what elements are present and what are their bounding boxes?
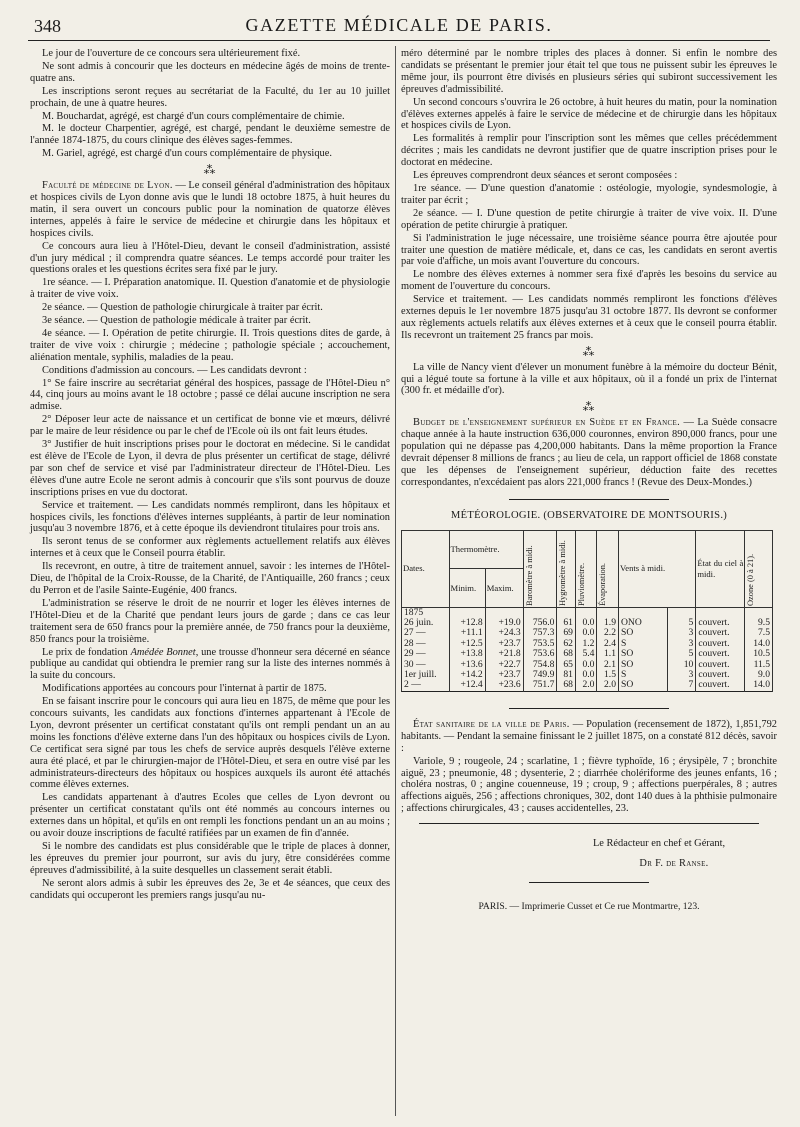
year-label: 1875 <box>402 607 450 618</box>
cell-vent_force: 3 <box>668 628 696 638</box>
cell-max: +19.0 <box>485 618 523 628</box>
paragraph: Le nombre des élèves externes à nommer sera fixé d'après les besoins du service au moment de l'ouverture du concours. <box>401 269 777 293</box>
col-header-pluviometre: Pluviomètre. <box>576 562 586 606</box>
cell-vent_dir: ONO <box>619 618 668 628</box>
cell-baro: 754.8 <box>523 660 557 670</box>
signature-line: Le Rédacteur en chef et Gérant, <box>592 838 726 850</box>
cell-min: +11.1 <box>449 628 485 638</box>
page-number: 348 <box>34 16 61 36</box>
cell-baro: 749.9 <box>523 670 557 680</box>
cell-date: 2 — <box>402 680 450 691</box>
cell-vent_force: 10 <box>668 660 696 670</box>
cell-etat: couvert. <box>696 680 745 691</box>
page-header <box>28 14 770 41</box>
paragraph: Ils seront tenus de se conformer aux règlements actuellement relatifs aux élèves internes et à ceux que le Conseil pourra établir. <box>30 536 390 560</box>
col-header-dates: Dates. <box>402 530 450 607</box>
cell-min: +13.8 <box>449 649 485 659</box>
paragraph: En se faisant inscrire pour le concours qui aura lieu en 1875, de même que pour les concours suivants, les candidats aux fonctions d'internes appartenant à l'Ecole de Lyon, devront présenter un certificat constatant qu'ils ont rempli pendant un an au moins les fonctions d'élève externe dans l'un des hôpitaux ou hospices civils de Lyon. Ce certificat sera signé par tous les chefs de service auprès desquels l'élève externe aura été placé, et par le chirurgien-major de l'Hôtel-Dieu, et sera en outre visé par les administrateurs-directeurs des hôpitaux ou hospices auxquels ils auront été attachés comme élèves externes. <box>30 696 390 791</box>
cell-date: 29 — <box>402 649 450 659</box>
cell-baro: 753.5 <box>523 639 557 649</box>
cell-vent_force: 5 <box>668 649 696 659</box>
printer-imprint: PARIS. — Imprimerie Cusset et Ce rue Montmartre, 123. <box>478 900 700 912</box>
col-header-maxim: Maxim. <box>485 569 523 608</box>
paragraph: Les candidats appartenant à d'autres Ecoles que celles de Lyon devront ou présenter un certificat constatant qu'ils ont été nommés au concours internes ou externes dans un hôpital, et qu'ils en ont rempli les fonctions pendant un an au moins ; ou avoir douze inscriptions de faculté ratifiées par un examen de fin d'année. <box>30 792 390 840</box>
paragraph: La ville de Nancy vient d'élever un monument funèbre à la mémoire du docteur Bénit, qui a légué toute sa fortune à la ville et aux hôpitaux, où il a fondé un prix de l'internat (300 fr. et médaille d'or). <box>401 361 777 397</box>
col-header-thermometre: Thermomètre. <box>449 530 523 569</box>
paragraph-prize <box>30 647 390 683</box>
cell-vent_dir: S <box>619 639 668 649</box>
col-header-barometre: Baromètre à midi. <box>524 544 534 606</box>
paragraph: Service et traitement. — Les candidats nommés rempliront, dans les hôpitaux et hospices civils, les fonctions d'élèves internes suppléants, à partir de leur nomination jusqu'au 3 novembre 1876, et à cette époque ils deviendront titulaires pour trois ans. <box>30 499 390 535</box>
cell-ozone: 11.5 <box>745 660 773 670</box>
horizontal-rule <box>529 882 649 883</box>
cell-ozone: 14.0 <box>745 680 773 691</box>
cell-hygro: 61 <box>557 618 575 628</box>
paragraph: 3° Justifier de huit inscriptions prises pour le doctorat en médecine. Si le candidat est élève de l'Ecole de Lyon, il devra de plus présenter un certificat de stage, délivré par son chef de service et visé par l'administrateur directeur de l'Hôtel-Dieu. Les élèves d'une autre Ecole ne seront admis à concourir que s'ils sont pourvus de douze inscriptions prises en vue du doctorat. <box>30 439 390 498</box>
paragraph-text: — La Suède consacre chaque année à la haute instruction 636,000 couronnes, environ 890,000 francs, pour une population qui ne dépasse pas 4,200,000 habitants. Dans la même proportion la France devrait dépenser 8 millions de francs ; au lieu de cela, un rapport officiel de 1868 constate que les dépenses de l'enseignement supérieur, déduction faite des recettes correspondantes, n'excédaient pas alors 221,000 francs ! (Revue des Deux-Mondes.) <box>401 417 777 488</box>
col-header-minim: Minim. <box>449 569 485 608</box>
cell-ozone: 7.5 <box>745 628 773 638</box>
paragraph: 3e séance. — Question de pathologie médicale à traiter par écrit. <box>42 315 311 327</box>
cell-pluvio: 0.0 <box>575 628 597 638</box>
paragraph: 1re séance. — I. Préparation anatomique. II. Question d'anatomie et de physiologie à traiter de vive voix. <box>30 277 390 301</box>
left-column <box>30 48 390 903</box>
paragraph: 1° Se faire inscrire au secrétariat général des hospices, passage de l'Hôtel-Dieu n° 44, cinq jours au moins avant le 18 octobre ; passé ce délai aucune inscription ne sera admise. <box>30 377 390 413</box>
cell-max: +23.7 <box>485 670 523 680</box>
cell-hygro: 69 <box>557 628 575 638</box>
paragraph-budget <box>401 417 777 488</box>
horizontal-rule <box>509 708 669 709</box>
paragraph: Le jour de l'ouverture de ce concours sera ultérieurement fixé. <box>42 48 301 59</box>
paragraph: Variole, 9 ; rougeole, 24 ; scarlatine, 1 ; fièvre typhoïde, 16 ; érysipèle, 7 ; bronchite aiguë, 23 ; pneumonie, 48 ; dysenterie, 2 ; diarrhée cholériforme des jeunes enfants, 16 ; choléra nostras, 0 ; angine couenneuse, 19 ; croup, 9 ; affections puerpérales, 8 ; autres affections aiguës, 256 ; affections chroniques, 302, dont 140 dues à la phthisie pulmonaire ; affections chirurgicales, 43 ; causes accidentelles, 23. <box>401 755 777 815</box>
col-header-vents: Vents à midi. <box>619 530 696 607</box>
paragraph: Les inscriptions seront reçues au secrétariat de la Faculté, du 1er au 10 juillet prochain, de une à quatre heures. <box>30 85 390 109</box>
journal-title: GAZETTE MÉDICALE DE PARIS. <box>245 15 553 35</box>
cell-pluvio: 0.0 <box>575 618 597 628</box>
cell-vent_dir: SO <box>619 660 668 670</box>
col-header-hygrometre: Hygromètre à midi. <box>558 539 568 606</box>
cell-vent_dir: SO <box>619 649 668 659</box>
paragraph: 2e séance. — I. D'une question de petite chirurgie à traiter de vive voix. II. D'une opération de petite chirurgie à pratiquer. <box>401 207 777 231</box>
cell-etat: couvert. <box>696 628 745 638</box>
paragraph: 1re séance. — D'une question d'anatomie : ostéologie, myologie, syndesmologie, à traiter par écrit ; <box>401 182 777 206</box>
meteorology-title: MÉTÉOROLOGIE. (OBSERVATOIRE DE MONTSOURIS.) <box>450 509 728 521</box>
paragraph: M. le docteur Charpentier, agrégé, est chargé, pendant le deuxième semestre de l'année 1874-1875, du cours clinique des élèves sages-femmes. <box>30 123 390 147</box>
cell-vent_dir: S <box>619 670 668 680</box>
paragraph: M. Bouchardat, agrégé, est chargé d'un cours complémentaire de chimie. <box>42 110 345 122</box>
cell-baro: 756.0 <box>523 618 557 628</box>
section-heading: Budget de l'enseignement supérieur en Suède et en France. <box>413 417 680 429</box>
section-separator-stars: ⁂ <box>582 344 596 359</box>
editor-name: Dr F. de Ranse. <box>639 858 709 870</box>
cell-ozone: 14.0 <box>745 639 773 649</box>
col-header-etat: État du ciel à midi. <box>696 530 745 607</box>
section-separator-stars: ⁂ <box>582 400 596 415</box>
paragraph: Les formalités à remplir pour l'inscription sont les mêmes que celles précédemment décrites ; mais les candidats ne devront justifier que de quatre inscription prises pour le doctorat en médecine. <box>401 133 777 169</box>
paragraph: 2e séance. — Question de pathologie chirurgicale à traiter par écrit. <box>42 302 323 314</box>
cell-evap: 1.9 <box>597 618 619 628</box>
paragraph: Conditions d'admission au concours. — Les candidats devront : <box>42 364 307 376</box>
cell-hygro: 62 <box>557 639 575 649</box>
cell-pluvio: 1.2 <box>575 639 597 649</box>
cell-ozone: 10.5 <box>745 649 773 659</box>
cell-evap: 2.0 <box>597 680 619 691</box>
cell-max: +24.3 <box>485 628 523 638</box>
table-row <box>402 680 773 691</box>
cell-date: 27 — <box>402 628 450 638</box>
section-heading: État sanitaire de la ville de Paris. <box>413 718 570 730</box>
cell-etat: couvert. <box>696 670 745 680</box>
paragraph: méro déterminé par le nombre triples des places à donner. Si enfin le nombre des candidats se présentant le premier jour était tel que tous ne puissent subir les épreuves le même jour, ils pourront être divisés en plusieurs séries qui subiront successivement les épreuves d'admissibilité. <box>401 48 777 95</box>
paragraph: Ne seront alors admis à subir les épreuves des 2e, 3e et 4e séances, que ceux des candidats qui occuperont les premiers rangs jusqu'au nu- <box>30 877 390 901</box>
cell-etat: couvert. <box>696 639 745 649</box>
col-header-ozone: Ozone (0 à 21). <box>746 553 756 606</box>
cell-etat: couvert. <box>696 618 745 628</box>
cell-date: 26 juin. <box>402 618 450 628</box>
cell-hygro: 81 <box>557 670 575 680</box>
cell-etat: couvert. <box>696 649 745 659</box>
paragraph: Les épreuves comprendront deux séances et seront composées : <box>413 170 678 182</box>
cell-baro: 757.3 <box>523 628 557 638</box>
paragraph: Si le nombre des candidats est plus considérable que le triple de places à donner, les épreuves du premier jour pourront, sur avis du jury, être considérées comme épreuves d'admissibilité, à la suite desquelles un classement serait établi. <box>30 841 390 876</box>
section-heading: Faculté de médecine de Lyon. <box>42 180 173 192</box>
cell-etat: couvert. <box>696 660 745 670</box>
cell-min: +13.6 <box>449 660 485 670</box>
cell-pluvio: 5.4 <box>575 649 597 659</box>
prize-name: Amédée Bonnet <box>130 646 196 658</box>
cell-hygro: 65 <box>557 660 575 670</box>
cell-pluvio: 2.0 <box>575 680 597 691</box>
cell-max: +21.8 <box>485 649 523 659</box>
cell-vent_dir: SO <box>619 680 668 691</box>
cell-vent_force: 3 <box>668 670 696 680</box>
cell-evap: 2.2 <box>597 628 619 638</box>
cell-min: +12.5 <box>449 639 485 649</box>
cell-min: +12.4 <box>449 680 485 691</box>
paragraph: Un second concours s'ouvrira le 26 octobre, à huit heures du matin, pour la nomination d'élèves externes appelés à faire le service de médecine et de chirurgie dans les hôpitaux et hospices civils de Lyon. <box>401 96 777 132</box>
cell-evap: 1.5 <box>597 670 619 680</box>
cell-evap: 2.1 <box>597 660 619 670</box>
paragraph: Modifications apportées au concours pour l'internat à partir de 1875. <box>42 683 327 695</box>
cell-vent_dir: SO <box>619 628 668 638</box>
cell-ozone: 9.0 <box>745 670 773 680</box>
cell-baro: 751.7 <box>523 680 557 691</box>
paragraph: Ne sont admis à concourir que les docteurs en médecine âgés de moins de trente-quatre ans. <box>30 60 390 84</box>
paragraph: Si l'administration le juge nécessaire, une troisième séance pourra être ajoutée pour traiter une question de matière médicale, et, dans ce cas, les candidats en seront avertis par voie d'affiche, un mois avant l'ouverture du concours. <box>401 232 777 268</box>
paragraph: L'administration se réserve le droit de ne nourrir et loger les élèves internes de l'Hôtel-Dieu et de la Charité que pendant leurs jours de garde ; dans ce cas leur traitement sera de 650 francs pour la première année, de 750 francs pour la deuxième, 850 francs pour la troisième. <box>30 597 390 645</box>
cell-vent_force: 7 <box>668 680 696 691</box>
paragraph: Ils recevront, en outre, à titre de traitement annuel, savoir : les internes de l'Hôtel-Dieu, de l'hôpital de la Croix-Rousse, de la Charité, de l'Antiquaille, 260 francs ; ceux du Perron et de l'asile Sainte-Eugénie, 400 francs. <box>30 561 390 596</box>
cell-date: 30 — <box>402 660 450 670</box>
cell-date: 1er juill. <box>402 670 450 680</box>
cell-vent_force: 3 <box>668 639 696 649</box>
paragraph-text: — Population (recensement de 1872), 1,851,792 habitants. — Pendant la semaine finissant le 2 juillet 1875, on a constaté 812 décès, savoir : <box>401 718 777 754</box>
cell-baro: 753.6 <box>523 649 557 659</box>
meteorology-table <box>401 530 773 692</box>
paragraph: Ce concours aura lieu à l'Hôtel-Dieu, devant le conseil d'administration, assisté d'un jury médical ; il comprendra quatre séances. Le temps accordé pour traiter les questions orales et les questions écrites sera fixé par le jury. <box>30 240 390 276</box>
cell-evap: 1.1 <box>597 649 619 659</box>
cell-pluvio: 0.0 <box>575 670 597 680</box>
column-divider <box>395 46 396 1116</box>
horizontal-rule <box>419 823 759 824</box>
paragraph: M. Gariel, agrégé, est chargé d'un cours complémentaire de physique. <box>42 148 332 160</box>
cell-vent_force: 5 <box>668 618 696 628</box>
paragraph-etat <box>401 719 777 755</box>
paragraph-text: — Le conseil général d'administration des hôpitaux et hospices civils de Lyon donne avis que le lundi 18 octobre 1875, à huit heures du matin, il sera ouvert un concours public pour la nomination de quatorze élèves internes, appelés à faire le service de médecine et chirurgie dans les hôpitaux et hospices civils. <box>30 180 390 239</box>
paragraph: 2° Déposer leur acte de naissance et un certificat de bonne vie et mœurs, délivré par le maire de leur résidence ou par le chef de l'Ecole où ils ont fait leurs études. <box>30 414 390 438</box>
horizontal-rule <box>509 499 669 500</box>
paragraph-text: , une trousse d'honneur sera décerné en séance publique au candidat qui obtiendra le premier rang sur la liste des internes nommés à la suite du concours. <box>30 646 391 682</box>
cell-max: +23.6 <box>485 680 523 691</box>
cell-date: 28 — <box>402 639 450 649</box>
cell-min: +12.8 <box>449 618 485 628</box>
col-header-evaporation: Évaporation. <box>598 562 608 606</box>
cell-pluvio: 0.0 <box>575 660 597 670</box>
cell-max: +23.7 <box>485 639 523 649</box>
paragraph-text: Le prix de fondation <box>42 646 131 658</box>
cell-hygro: 68 <box>557 649 575 659</box>
paragraph-lyon <box>30 180 390 240</box>
cell-hygro: 68 <box>557 680 575 691</box>
cell-max: +22.7 <box>485 660 523 670</box>
right-column <box>401 48 777 913</box>
cell-min: +14.2 <box>449 670 485 680</box>
paragraph: 4e séance. — I. Opération de petite chirurgie. II. Trois questions dites de garde, à traiter de vive voix : chirurgie ; médecine ; pathologie spéciale ; accouchement, aliénation mentale, syphilis, maladies de la peau. <box>30 327 390 363</box>
cell-evap: 2.4 <box>597 639 619 649</box>
cell-ozone: 9.5 <box>745 618 773 628</box>
paragraph: Service et traitement. — Les candidats nommés rempliront les fonctions d'élèves externes depuis le 1er novembre 1875 jusqu'au 31 octobre 1877. Ils devront se conformer aux règlements actuels relatifs aux élèves externes et à ceux que le conseil pourra établir. Ils recevront un traitement 25 francs par mois. <box>401 294 777 341</box>
section-separator-stars: ⁂ <box>203 163 217 178</box>
